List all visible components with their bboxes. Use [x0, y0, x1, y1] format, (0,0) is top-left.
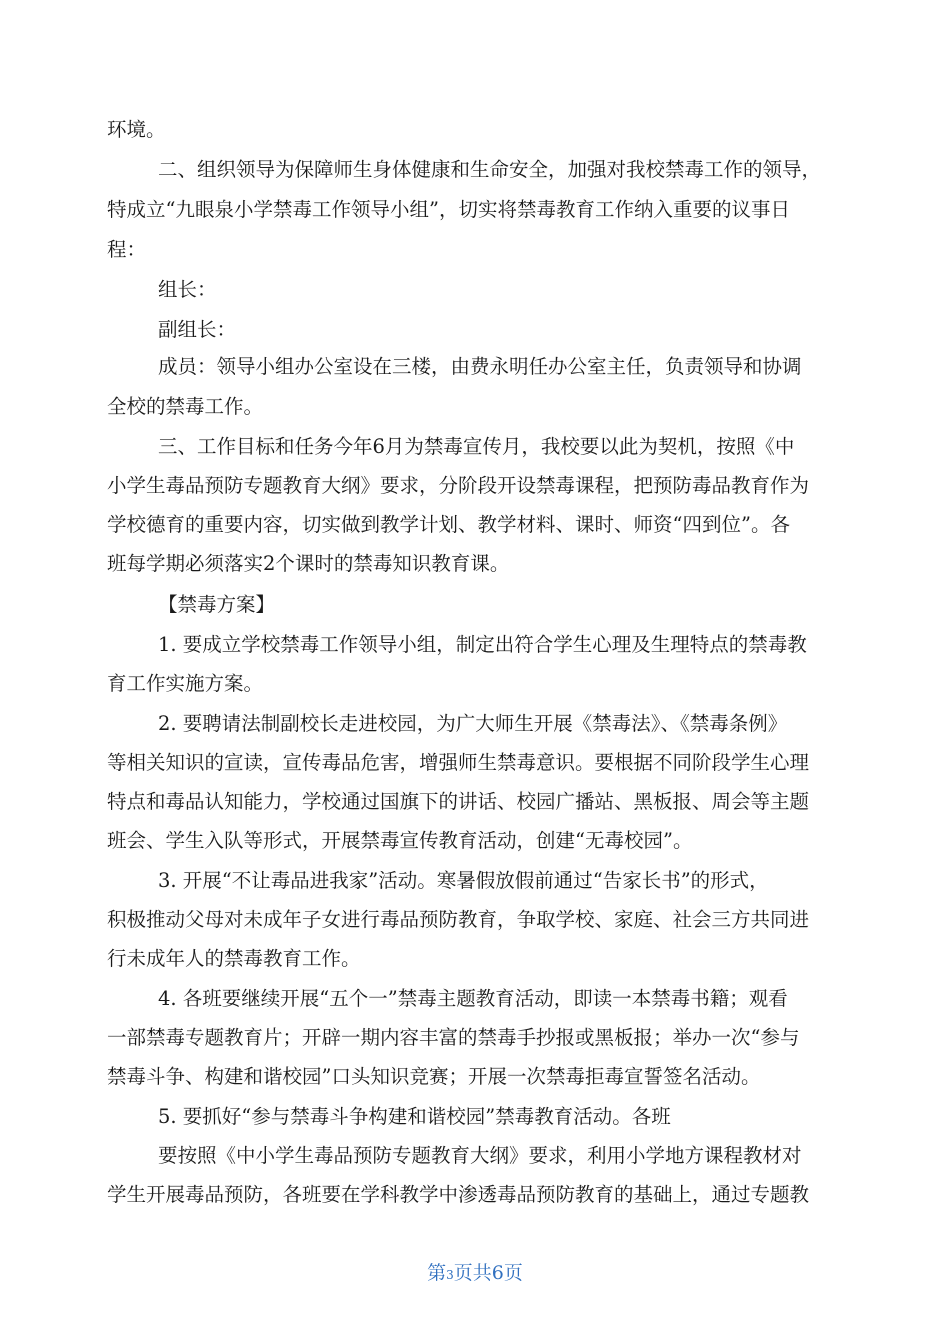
page-footer [0, 1261, 950, 1287]
paragraph-line: 成员：领导小组办公室设在三楼，由费永明任办公室主任，负责领导和协调 [158, 355, 802, 378]
paragraph-line: 学校德育的重要内容，切实做到教学计划、教学材料、课时、师资“四到位”。各 [107, 513, 790, 536]
paragraph-line: 1. 要成立学校禁毒工作领导小组，制定出符合学生心理及生理特点的禁毒教 [158, 633, 807, 656]
paragraph-line: 组长： [158, 278, 217, 301]
paragraph-line: 班每学期必须落实2个课时的禁毒知识教育课。 [107, 552, 510, 575]
paragraph-line: 环境。 [107, 118, 166, 141]
paragraph-line: 一部禁毒专题教育片；开辟一期内容丰富的禁毒手抄报或黑板报；举办一次“参与 [107, 1026, 800, 1049]
paragraph-line: 行未成年人的禁毒教育工作。 [107, 947, 361, 970]
paragraph-line: 3. 开展“不让毒品进我家”活动。寒暑假放假前通过“告家长书”的形式， [158, 869, 769, 892]
paragraph-line: 三、工作目标和任务今年6月为禁毒宣传月，我校要以此为契机，按照《中 [158, 435, 795, 458]
paragraph-line: 2. 要聘请法制副校长走进校园，为广大师生开展《禁毒法》、《禁毒条例》 [158, 712, 788, 735]
paragraph-line: 全校的禁毒工作。 [107, 395, 264, 418]
paragraph-line: 5. 要抓好“参与禁毒斗争构建和谐校园”禁毒教育活动。各班 [158, 1105, 671, 1128]
paragraph-line: 小学生毒品预防专题教育大纲》要求，分阶段开设禁毒课程，把预防毒品教育作为 [107, 474, 810, 497]
paragraph-line: 特成立“九眼泉小学禁毒工作领导小组”，切实将禁毒教育工作纳入重要的议事日 [107, 198, 790, 221]
footer-prefix: 第 [427, 1262, 447, 1284]
paragraph-line: 禁毒斗争、构建和谐校园”口头知识竞赛；开展一次禁毒拒毒宣誓签名活动。 [107, 1065, 761, 1088]
paragraph-line: 要按照《中小学生毒品预防专题教育大纲》要求，利用小学地方课程教材对 [158, 1144, 802, 1167]
paragraph-line: 育工作实施方案。 [107, 672, 264, 695]
paragraph-line: 程： [107, 238, 147, 261]
paragraph-line: 副组长： [158, 318, 237, 341]
paragraph-line: 班会、学生入队等形式，开展禁毒宣传教育活动，创建“无毒校园”。 [107, 829, 693, 852]
footer-suffix: 页共6页 [453, 1262, 523, 1284]
paragraph-line: 特点和毒品认知能力，学校通过国旗下的讲话、校园广播站、黑板报、周会等主题 [107, 790, 810, 813]
footer-page-number: 3 [446, 1268, 454, 1282]
paragraph-line: 学生开展毒品预防，各班要在学科教学中渗透毒品预防教育的基础上，通过专题教 [107, 1183, 810, 1206]
paragraph-line: 二、组织领导为保障师生身体健康和生命安全，加强对我校禁毒工作的领导， [158, 158, 822, 181]
paragraph-line: 等相关知识的宣读，宣传毒品危害，增强师生禁毒意识。要根据不同阶段学生心理 [107, 751, 810, 774]
paragraph-line: 4. 各班要继续开展“五个一”禁毒主题教育活动，即读一本禁毒书籍；观看 [158, 987, 788, 1010]
section-heading: 【禁毒方案】 [158, 593, 276, 616]
paragraph-line: 积极推动父母对未成年子女进行毒品预防教育，争取学校、家庭、社会三方共同进 [107, 908, 810, 931]
